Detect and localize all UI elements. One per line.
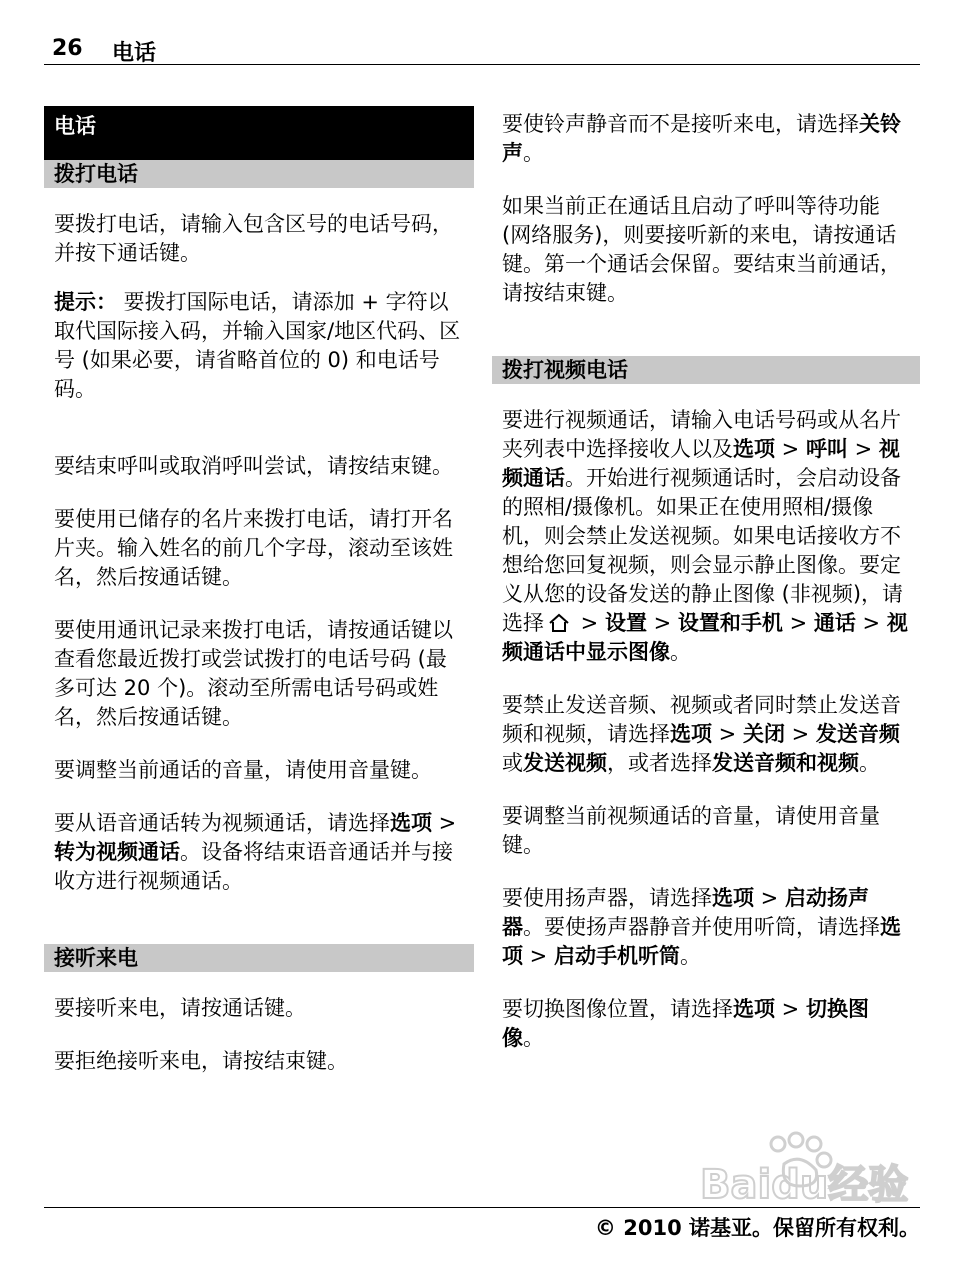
text-run: 。	[523, 1026, 544, 1050]
menu-term: 选项	[733, 437, 775, 461]
paragraph: 要接听来电，请按通话键。	[54, 996, 306, 1020]
paragraph: 要使用通讯记录来拨打电话，请按通话键以查看您最近拨打或尝试拨打的电话号码 (最多可达 20 个)。滚动至所需电话号码或姓名，然后按通话键。	[54, 618, 453, 729]
menu-term: 选项	[670, 722, 712, 746]
separator: >	[782, 611, 814, 635]
menu-term: 呼叫	[805, 437, 848, 461]
menu-term: 选项	[502, 915, 901, 968]
separator: >	[432, 811, 457, 835]
text-run: 。	[670, 640, 691, 664]
menu-term: 切换图像	[502, 997, 869, 1050]
watermark-text: Baidu经验	[700, 1162, 909, 1208]
separator: >	[646, 611, 678, 635]
paragraph	[492, 995, 920, 1053]
menu-term: 启动手机听筒	[553, 944, 680, 968]
separator: >	[855, 611, 887, 635]
text-run: 。要使扬声器静音并使用听筒，请选择	[523, 915, 880, 939]
separator: >	[775, 437, 806, 461]
text-run: 要禁止发送音频、视频或者同时禁止发送音频和视频，请选择	[502, 693, 901, 746]
paragraph: 要拒绝接听来电，请按结束键。	[54, 1049, 348, 1073]
menu-term: 关闭	[742, 722, 785, 746]
text-run: 要从语音通话转为视频通话，请选择	[54, 811, 390, 835]
menu-term: 发送音频和视频	[712, 751, 859, 775]
menu-term: 选项	[712, 886, 754, 910]
paragraph	[492, 406, 920, 667]
text-run: 或	[502, 751, 523, 775]
section-heading-dial: 拨打电话	[44, 160, 474, 188]
chapter-title: 电话	[44, 106, 474, 160]
paragraph	[492, 691, 920, 778]
separator: >	[523, 944, 554, 968]
copyright-footer: © 2010 诺基亚。保留所有权利。	[594, 1216, 920, 1240]
menu-term: 通话	[813, 611, 856, 635]
text-run: 。	[679, 944, 701, 968]
separator: >	[574, 611, 605, 635]
baidu-watermark	[700, 1130, 920, 1210]
text-run: 。开始进行视频通话时，会启动设备的照相/摄像机。如果正在使用照相/摄像机，则会禁止发送视频。如果电话接收方不想给您回复视频，则会显示静止图像。要定义从您的设备发送的静止图像 (非视频)，请选择	[502, 466, 904, 635]
home-icon	[548, 613, 570, 633]
separator: >	[847, 437, 879, 461]
text-run: 要进行视频通话，请输入电话号码或从名片夹列表中选择接收人以及	[502, 408, 901, 461]
separator: >	[775, 997, 806, 1021]
menu-term: 转为视频通话	[54, 840, 180, 864]
menu-term: 发送音频	[815, 722, 900, 746]
text-run: ，或者选择	[607, 751, 712, 775]
menu-term: 关铃声	[502, 112, 901, 165]
separator: >	[754, 886, 785, 910]
menu-term: 设置	[604, 611, 647, 635]
paragraph: 如果当前正在通话且启动了呼叫等待功能 (网络服务)，则要接听新的来电，请按通话键。第一个通话会保留。要结束当前通话，请按结束键。	[502, 194, 901, 305]
text-run: 。	[859, 751, 880, 775]
menu-term: 视频通话中显示图像	[502, 611, 908, 664]
paragraph: 要调整当前视频通话的音量，请使用音量键。	[502, 804, 880, 857]
left-column	[44, 106, 474, 1076]
text-run: 。	[523, 141, 544, 165]
paragraph	[492, 110, 920, 168]
menu-term: 选项	[733, 997, 775, 1021]
paragraph	[44, 809, 474, 896]
menu-term: 发送视频	[523, 751, 607, 775]
menu-term: 设置和手机	[677, 611, 783, 635]
text-run: 。设备将结束语音通话并与接收方进行视频通话。	[54, 840, 453, 893]
tip-label: 提示：	[54, 290, 117, 314]
section-heading-video: 拨打视频电话	[492, 356, 920, 384]
text-run: 要使用扬声器，请选择	[502, 886, 712, 910]
paragraph: 要拨打电话，请输入包含区号的电话号码，并按下通话键。	[54, 212, 453, 265]
running-section-title: 电话	[112, 41, 157, 66]
paragraph: 要使用已储存的名片来拨打电话，请打开名片夹。输入姓名的前几个字母，滚动至该姓名，然后按通话键。	[54, 507, 453, 589]
menu-term: 视频通话	[502, 437, 900, 490]
right-column	[492, 106, 920, 1053]
paragraph: 要调整当前通话的音量，请使用音量键。	[54, 758, 432, 782]
text-run: 要切换图像位置，请选择	[502, 997, 733, 1021]
separator: >	[784, 722, 816, 746]
tip-paragraph	[44, 288, 474, 404]
tip-text: 要拨打国际电话，请添加 + 字符以取代国际接入码，并输入国家/地区代码、区号 (如果必要，请省略首位的 0) 和电话号码。	[54, 290, 461, 401]
text-run: 要使铃声静音而不是接听来电，请选择	[502, 112, 859, 136]
menu-term: 启动扬声器	[502, 886, 869, 939]
section-heading-answer: 接听来电	[44, 944, 474, 972]
separator: >	[712, 722, 743, 746]
paragraph	[492, 884, 920, 971]
paragraph: 要结束呼叫或取消呼叫尝试，请按结束键。	[54, 454, 453, 478]
footer-divider	[44, 1207, 920, 1208]
page-number: 26	[52, 36, 83, 61]
menu-term: 选项	[390, 811, 432, 835]
page-header	[44, 34, 920, 65]
